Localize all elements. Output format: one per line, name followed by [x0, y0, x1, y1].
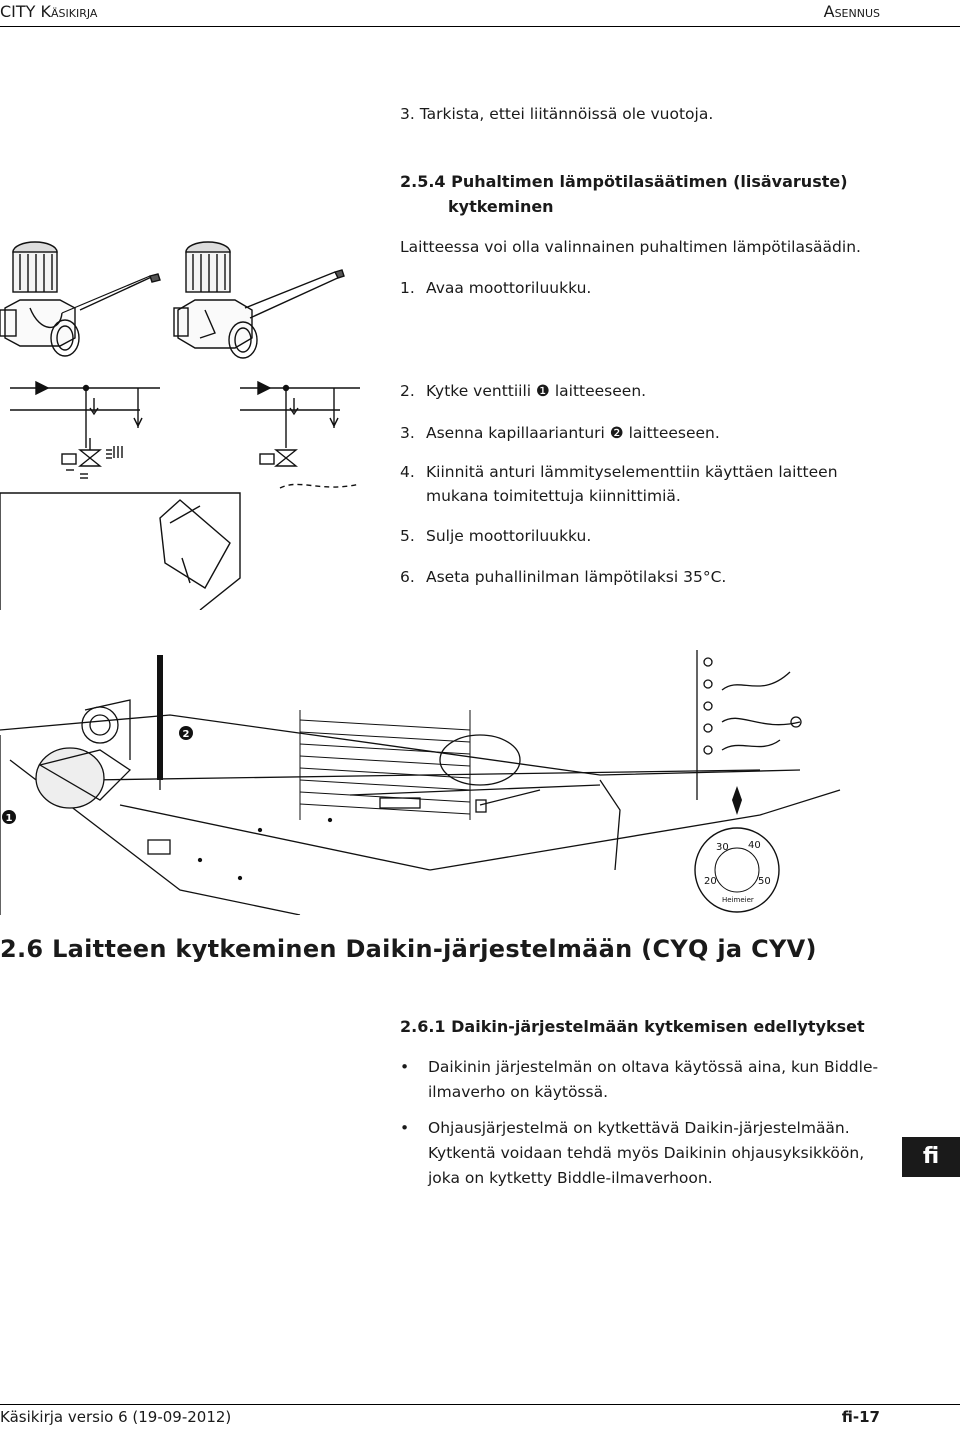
- header-section: Asennus: [823, 2, 880, 21]
- step-5: 5. Sulje moottoriluukku.: [400, 527, 592, 545]
- section-26-title: 2.6 Laitteen kytkeminen Daikin-järjestelmään (CYQ ja CYV): [0, 935, 817, 963]
- step-1: 1. Avaa moottoriluukku.: [400, 279, 592, 297]
- header-title: CITY Käsikirja: [0, 2, 98, 21]
- wiring-schematic: [0, 378, 360, 610]
- footer-page-number: fi-17: [841, 1408, 880, 1426]
- language-tab: fi: [902, 1137, 960, 1177]
- step-leak-check: 3. Tarkista, ettei liitännöissä ole vuotoja.: [400, 105, 714, 123]
- svg-text:20: 20: [704, 876, 717, 887]
- step-4-cont: mukana toimitettuja kiinnittimiä.: [426, 487, 681, 505]
- header-rule: [0, 26, 960, 27]
- section-254-title: 2.5.4 Puhaltimen lämpötilasäätimen (lisävaruste): [400, 172, 848, 191]
- svg-text:30: 30: [716, 842, 729, 853]
- step-3: 3. Asenna kapillaarianturi ❷ laitteeseen.: [400, 424, 720, 442]
- footer-version: Käsikirja versio 6 (19-09-2012): [0, 1408, 232, 1426]
- svg-text:50: 50: [758, 876, 771, 887]
- svg-text:1: 1: [5, 813, 13, 824]
- svg-text:2: 2: [182, 729, 190, 740]
- section-254-intro: Laitteessa voi olla valinnainen puhaltimen lämpötilasäädin.: [400, 238, 861, 256]
- device-illustration: [0, 640, 900, 915]
- valve-illustrations: [0, 238, 360, 368]
- marker-valve: [2, 810, 16, 824]
- marker-sensor: [179, 726, 193, 740]
- temperature-dial: [695, 828, 779, 912]
- step-4: 4. Kiinnitä anturi lämmityselementtiin käyttäen laitteen: [400, 463, 838, 481]
- svg-text:40: 40: [748, 840, 761, 851]
- section-261-title: 2.6.1 Daikin-järjestelmään kytkemisen edellytykset: [400, 1017, 865, 1036]
- svg-text:Heimeier: Heimeier: [722, 896, 754, 904]
- section-254-title-cont: kytkeminen: [448, 197, 554, 216]
- step-6: 6. Aseta puhallinilman lämpötilaksi 35°C.: [400, 568, 727, 586]
- page-header: [0, 0, 960, 28]
- step-2: 2. Kytke venttiili ❶ laitteeseen.: [400, 382, 647, 400]
- footer-rule: [0, 1404, 960, 1405]
